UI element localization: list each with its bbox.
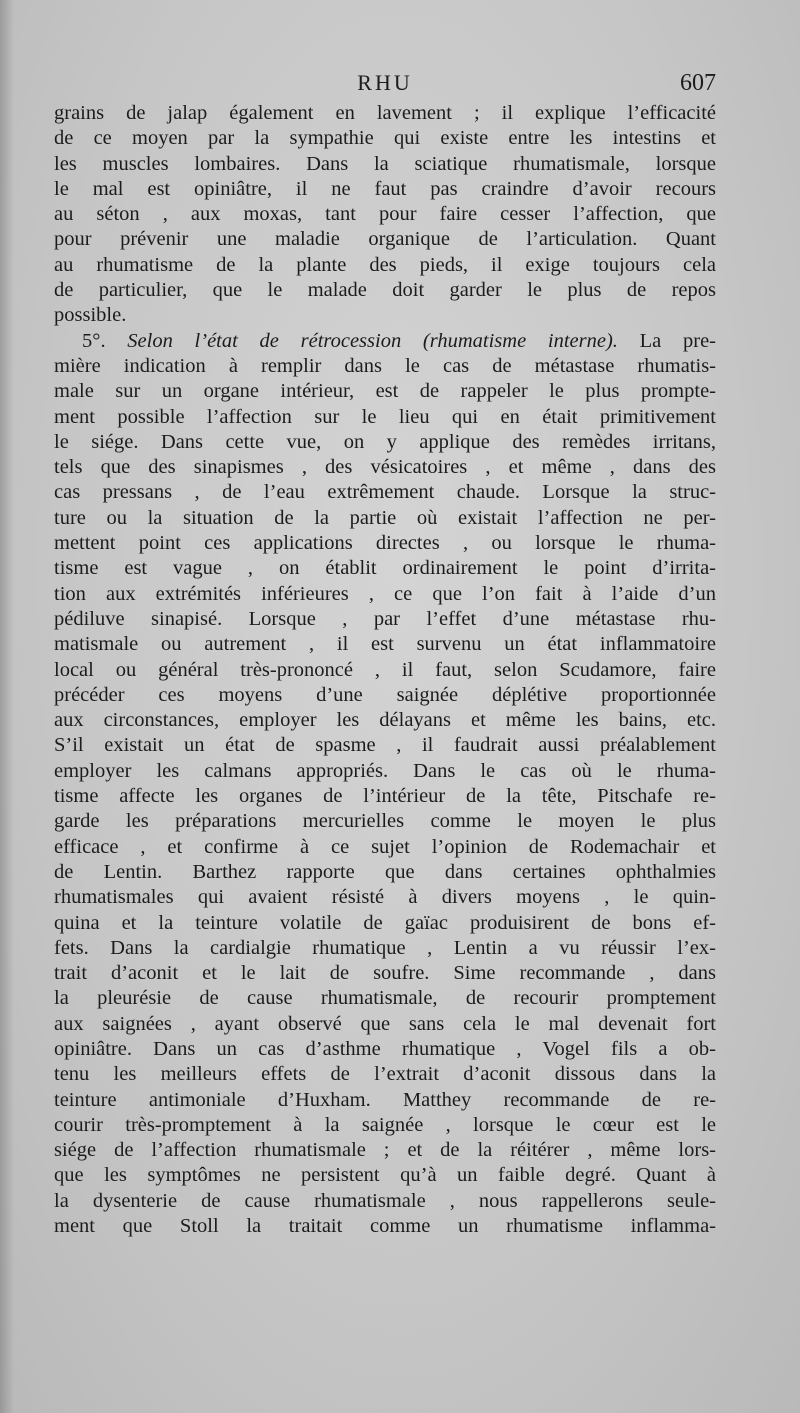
text-line: mière indication à remplir dans le cas de métastase rhumatis- xyxy=(54,354,716,377)
page-number: 607 xyxy=(680,70,716,96)
text-line: matismale ou autrement , il est survenu un état inflammatoire xyxy=(54,633,716,656)
text-line: efficace , et confirme à ce sujet l’opinion de Rodemachair et xyxy=(54,835,716,858)
text-line: male sur un organe intérieur, est de rappeler le plus prompte- xyxy=(54,380,716,403)
page-header xyxy=(54,70,716,102)
text-line: S’il existait un état de spasme , il faudrait aussi préalablement xyxy=(54,734,716,757)
text-line: que les symptômes ne persistent qu’à un faible degré. Quant à xyxy=(54,1164,716,1187)
text-line: quina et la teinture volatile de gaïac produisirent de bons ef- xyxy=(54,911,716,934)
text-line: aux saignées , ayant observé que sans cela le mal devenait fort xyxy=(54,1012,716,1035)
text-line: grains de jalap également en lavement ; il explique l’efficacité xyxy=(54,102,716,124)
text-line: ture ou la situation de la partie où existait l’affection ne per- xyxy=(54,506,716,529)
text-line: au séton , aux moxas, tant pour faire cesser l’affection, que xyxy=(54,203,716,226)
text-line: cas pressans , de l’eau extrêmement chaude. Lorsque la struc- xyxy=(54,481,716,504)
text-line: de Lentin. Barthez rapporte que dans certaines ophthalmies xyxy=(54,860,716,883)
text-line: la pleurésie de cause rhumatismale, de recourir promptement xyxy=(54,987,716,1010)
text-line: tisme affecte les organes de l’intérieur de la tête, Pitschafe re- xyxy=(54,785,716,808)
running-head: RHU xyxy=(357,70,413,95)
text-line: le mal est opiniâtre, il ne faut pas craindre d’avoir recours xyxy=(54,177,716,200)
text-line: rhumatismales qui avaient résisté à divers moyens , le quin- xyxy=(54,886,716,909)
text-line: pour prévenir une maladie organique de l’articulation. Quant xyxy=(54,228,716,251)
text-line: tion aux extrémités inférieures , ce que l’on fait à l’aide d’un xyxy=(54,582,716,605)
text-line: de ce moyen par la sympathie qui existe entre les intestins et xyxy=(54,127,716,150)
text-line: employer les calmans appropriés. Dans le cas où le rhuma- xyxy=(54,759,716,782)
text-line: aux circonstances, employer les délayans et même les bains, etc. xyxy=(54,709,716,732)
text-line: garde les préparations mercurielles comme le moyen le plus xyxy=(54,810,716,833)
text-line xyxy=(54,329,716,354)
text-line: ment possible l’affection sur le lieu qui en était primitivement xyxy=(54,405,716,428)
text-line: opiniâtre. Dans un cas d’asthme rhumatique , Vogel fils a ob- xyxy=(54,1037,716,1060)
text-line: teinture antimoniale d’Huxham. Matthey recommande de re- xyxy=(54,1088,716,1111)
section-text: La pre- xyxy=(617,329,716,352)
text-line: local ou général très-prononcé , il faut, selon Scudamore, faire xyxy=(54,658,716,681)
text-line: siége de l’affection rhumatismale ; et de la réitérer , même lors- xyxy=(54,1139,716,1162)
text-line: le siége. Dans cette vue, on y applique des remèdes irritans, xyxy=(54,430,716,453)
text-line: la dysenterie de cause rhumatismale , nous rappellerons seule- xyxy=(54,1189,716,1212)
text-line: mettent point ces applications directes , ou lorsque le rhuma- xyxy=(54,532,716,555)
text-line: tels que des sinapismes , des vésicatoires , et même , dans des xyxy=(54,456,716,479)
body-text xyxy=(54,101,716,1239)
text-line: ment que Stoll la traitait comme un rhumatisme inflamma- xyxy=(54,1215,716,1238)
text-line: tisme est vague , on établit ordinairement le point d’irrita- xyxy=(54,557,716,580)
text-line: de particulier, que le malade doit garder le plus de repos xyxy=(54,279,716,302)
text-line: fets. Dans la cardialgie rhumatique , Lentin a vu réussir l’ex- xyxy=(54,936,716,959)
text-line: précéder ces moyens d’une saignée déplétive proportionnée xyxy=(54,683,716,706)
section-number: 5°. xyxy=(82,329,128,352)
section-heading: Selon l’état de rétrocession (rhumatisme interne). xyxy=(127,329,618,352)
text-line: possible. xyxy=(54,304,127,327)
text-line: pédiluve sinapisé. Lorsque , par l’effet d’une métastase rhu- xyxy=(54,607,716,630)
text-line: tenu les meilleurs effets de l’extrait d’aconit dissous dans la xyxy=(54,1063,716,1086)
text-line: au rhumatisme de la plante des pieds, il exige toujours cela xyxy=(54,253,716,276)
text-line: courir très-promptement à la saignée , lorsque le cœur est le xyxy=(54,1113,716,1136)
text-line: les muscles lombaires. Dans la sciatique rhumatismale, lorsque xyxy=(54,152,716,175)
page-gutter-shadow xyxy=(0,0,14,1413)
text-line: trait d’aconit et le lait de soufre. Sime recommande , dans xyxy=(54,962,716,985)
